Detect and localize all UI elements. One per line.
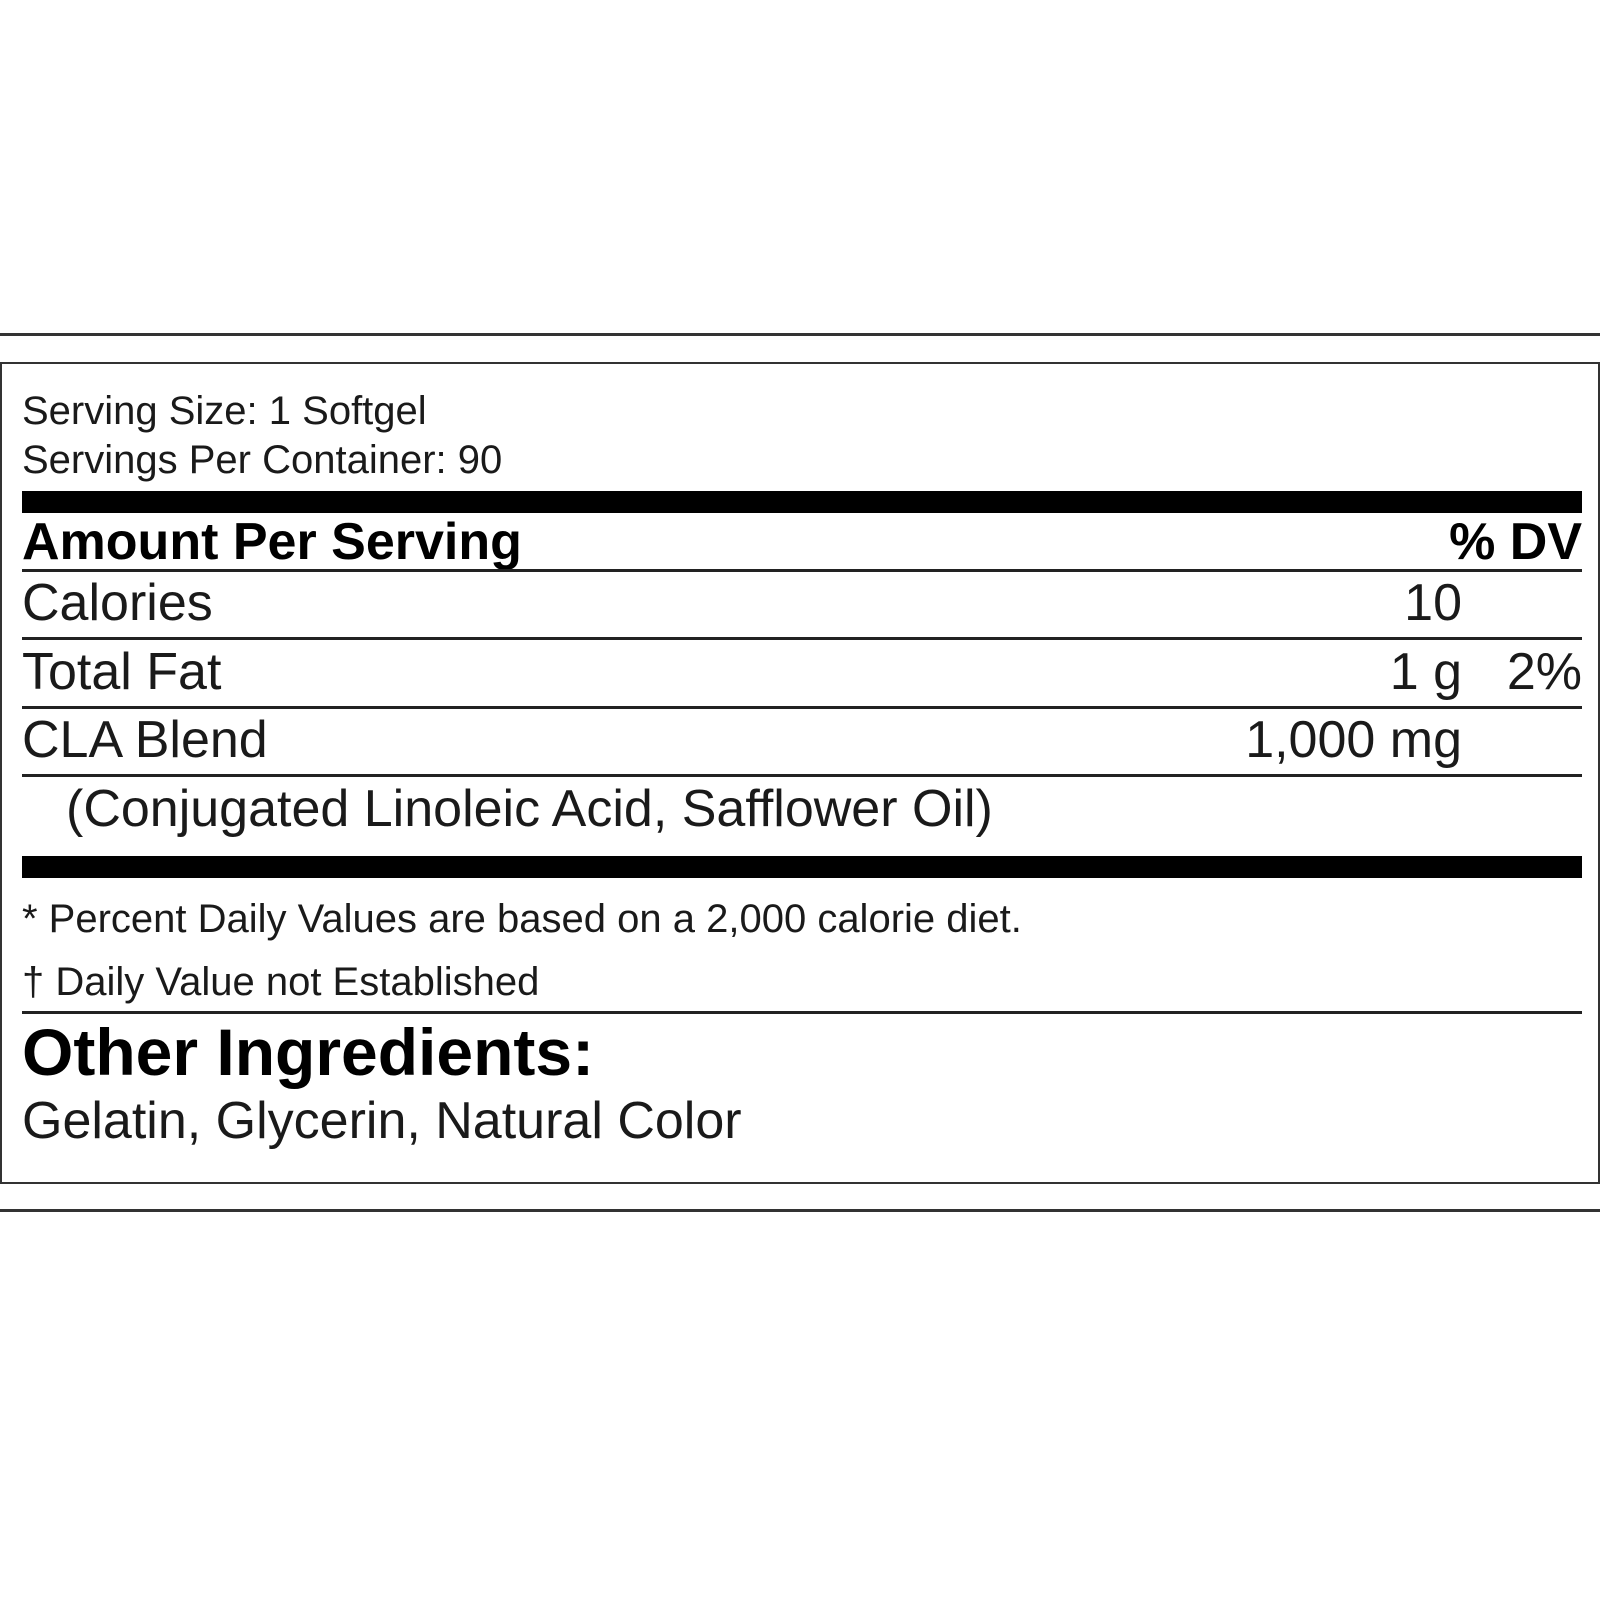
nutrient-amount-total-fat: 1 g xyxy=(1389,643,1462,701)
bottom-border-rule xyxy=(0,1209,1600,1212)
row-divider xyxy=(22,774,1582,777)
percent-dv-heading: % DV xyxy=(1449,513,1582,571)
row-divider xyxy=(22,569,1582,572)
row-divider xyxy=(22,706,1582,709)
top-border-rule xyxy=(0,333,1600,336)
serving-size: Serving Size: 1 Softgel xyxy=(22,389,427,433)
amount-per-serving-heading: Amount Per Serving xyxy=(22,513,522,571)
supplement-facts-panel xyxy=(0,362,1600,1184)
nutrient-name-calories: Calories xyxy=(22,574,213,632)
percent-dv-footnote: * Percent Daily Values are based on a 2,000 calorie diet. xyxy=(22,897,1022,941)
other-ingredients-list: Gelatin, Glycerin, Natural Color xyxy=(22,1092,742,1150)
other-ingredients-title: Other Ingredients: xyxy=(22,1015,595,1089)
nutrient-name-total-fat: Total Fat xyxy=(22,643,222,701)
row-divider xyxy=(22,637,1582,640)
nutrient-name-cla-blend: CLA Blend xyxy=(22,711,268,769)
servings-per-container: Servings Per Container: 90 xyxy=(22,438,503,482)
panel-content xyxy=(22,364,1582,1182)
cla-blend-detail: (Conjugated Linoleic Acid, Safflower Oil) xyxy=(66,780,993,838)
thick-divider-top xyxy=(22,491,1582,513)
nutrient-amount-cla-blend: 1,000 mg xyxy=(1245,711,1462,769)
nutrient-amount-calories: 10 xyxy=(1404,574,1462,632)
nutrient-dv-total-fat: 2% xyxy=(1506,643,1582,701)
dv-not-established-footnote: † Daily Value not Established xyxy=(22,960,540,1004)
thick-divider-bottom xyxy=(22,856,1582,878)
